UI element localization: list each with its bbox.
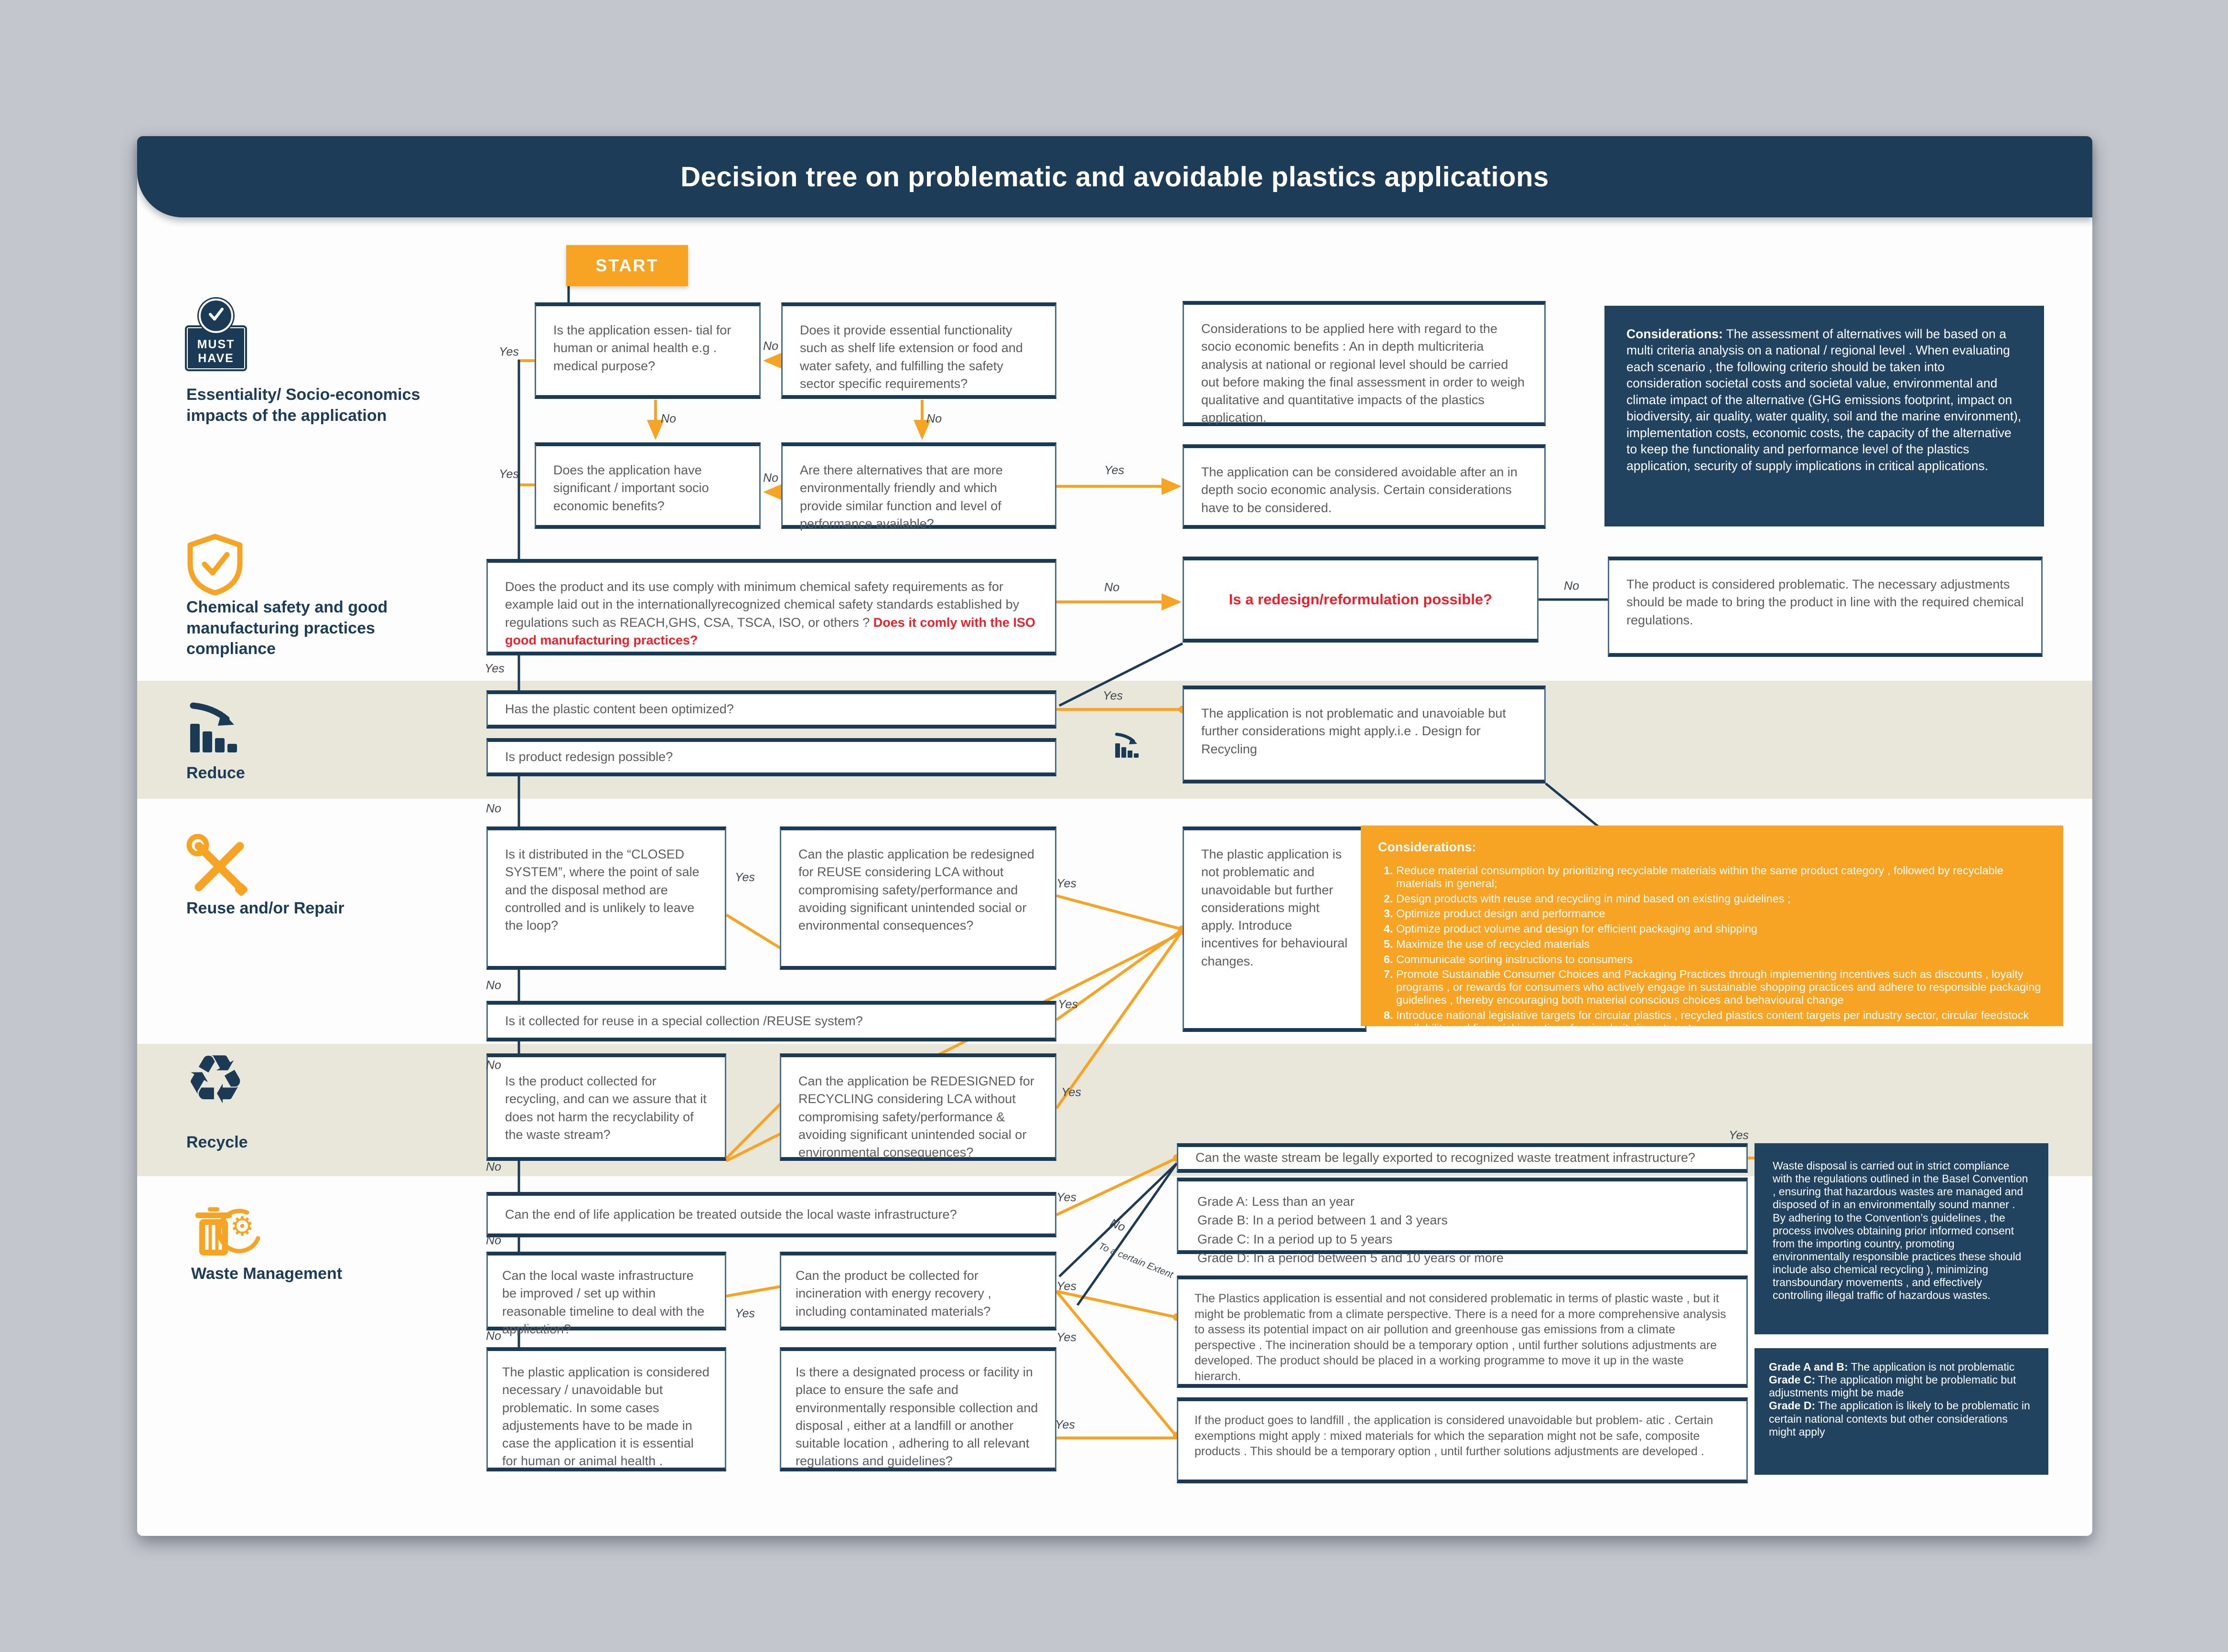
- edge-label: Yes: [499, 467, 519, 481]
- edge-label: Yes: [1056, 1279, 1076, 1293]
- edge-label: No: [486, 1058, 501, 1072]
- redesign-question-box: Is a redesign/reformulation possible?: [1183, 557, 1539, 643]
- grade-c-row: Grade C: The application might be problematic but adjustments might be made: [1769, 1373, 2016, 1399]
- section-label-reuse: Reuse and/or Repair: [186, 899, 344, 917]
- orange-considerations-panel: [1361, 826, 2063, 1034]
- edge-label: No: [1108, 1216, 1128, 1234]
- orange-consideration-item: 4. Optimize product volume and design for efficient packaging and shipping: [1396, 923, 2046, 935]
- have-label: HAVE: [198, 351, 234, 365]
- edge-label: No: [763, 339, 778, 353]
- edge-label: Yes: [1055, 1418, 1075, 1432]
- edge-label: No: [661, 412, 676, 426]
- edge-label: No: [486, 1160, 501, 1174]
- edge-label: No: [1564, 579, 1579, 593]
- collected-reuse-question-box: Is it collected for reuse in a special collection /REUSE system?: [486, 1001, 1056, 1041]
- grade-ab-row: Grade A and B: The application is not problematic: [1769, 1361, 2015, 1373]
- page-title: Decision tree on problematic and avoidable plastics applications: [680, 161, 1549, 193]
- avoidable-result-box: The application can be considered avoidable after an in depth socio economic analysis. Certain considerations have to be considered.: [1183, 444, 1546, 529]
- edge-label: Yes: [1729, 1128, 1749, 1142]
- not-problematic-result-box: The application is not problematic and unavoiable but further considerations might apply.i.e . Design for Recycling: [1183, 686, 1546, 783]
- essential-question-box: Is the application essen- tial for human or animal health e.g . medical purpose?: [535, 302, 761, 399]
- reduce-mini-icon: [1113, 731, 1142, 762]
- grade-result-panel: [1754, 1348, 2048, 1475]
- orange-consideration-item: 3. Optimize product design and performance: [1396, 907, 2046, 920]
- section-label-recycle: Recycle: [186, 1133, 248, 1151]
- waste-bin-gear-icon: [189, 1194, 265, 1268]
- section-label-essentiality: Essentiality/ Socio-economics impacts of the application: [186, 386, 420, 425]
- shield-check-icon: [186, 533, 244, 598]
- must-have-icon: [185, 299, 247, 371]
- grade-d-line: Grade D: In a period between 5 and 10 years or more: [1197, 1250, 1504, 1265]
- considerations-panel-title: Considerations:: [1626, 327, 1723, 341]
- reduce-icon: [186, 699, 244, 759]
- start-button[interactable]: START: [566, 245, 688, 286]
- grades-box: [1177, 1178, 1748, 1265]
- edge-label: No: [1104, 580, 1119, 594]
- edge-label: Yes: [1104, 463, 1124, 477]
- edge-label: No: [486, 978, 501, 992]
- edge-label: Yes: [1061, 1085, 1081, 1099]
- chemical-question-box: [486, 559, 1056, 655]
- end-of-life-question-box: Can the end of life application be treated outside the local waste infrastructure?: [486, 1192, 1056, 1237]
- edge-label: Yes: [484, 662, 505, 676]
- chemical-question-main: Does the product and its use comply with minimum chemical safety requirements as for example laid out in the internationallyrecognized chemical safety standards established by regulations such as REACH,GHS, CSA, TSCA, ISO, or others ?: [505, 579, 1020, 630]
- svg-text:⚙: ⚙: [230, 1211, 255, 1241]
- closed-system-question-box: Is it distributed in the “CLOSED SYSTEM”, where the point of sale and the disposal method are controlled and is unlikely to leave the loop?: [486, 826, 726, 970]
- grade-d-row: Grade D: The application is likely to be problematic in certain national contexts but other considerations might apply: [1769, 1399, 2030, 1438]
- edge-label: No: [763, 471, 778, 485]
- plastics-essential-result-box: The Plastics application is essential and not considered problematic in terms of plastic waste , but it might be problematic from a climate perspective. There is a need for a more comprehensive analysis to assess its potential impact on air pollution and greenhouse gas emissions from a climate perspective . The incineration should be a temporary option , until further solutions adjustments are developed. The product should be placed in a working programme to move it up in the waste hierarch.: [1177, 1276, 1748, 1388]
- orange-consideration-item: 2. Design products with reuse and recycling in mind based on existing guidelines ;: [1396, 892, 2046, 905]
- chemical-question-red: Does it comly with the ISO good manufacturing practices?: [505, 615, 1035, 647]
- problematic-result-box: The product is considered problematic. The necessary adjustments should be made to bring the product in line with the required chemical regulations.: [1608, 557, 2043, 657]
- considerations-panel-body: The assessment of alternatives will be based on a multi criteria analysis on a national / regional level . When evaluating each scenario , the following criterio should be taken into consideration societal costs and societal value, environmental and climate impact of the alternative (GHG emissions footprint, impact on biodiversity, air quality, water quality, soil and the marine environment), implementation costs, economic costs, the capacity of the alternative to keep the functionality and performance level of the plastics application, security of supply implications in critical applications.: [1626, 327, 2022, 473]
- edge-label: No: [926, 412, 942, 426]
- must-label: MUST: [197, 338, 235, 351]
- socio-considerations-box: Considerations to be applied here with regard to the socio economic benefits : An in depth multicriteria analysis at national or regional level should be carried out before making the final assessment in order to weigh qualitative and quantitative impacts of the plastics application.: [1183, 301, 1546, 426]
- edge-label: Yes: [1056, 1191, 1076, 1204]
- edge-label: No: [486, 1329, 501, 1343]
- plastic-not-problematic-result-box: The plastic application is not problematic and unavoidable but further considerations might apply. Introduce incentives for behavioural changes.: [1183, 826, 1367, 1032]
- incineration-question-box: Can the product be collected for incineration with energy recovery , including contaminated materials?: [780, 1252, 1056, 1330]
- edge-label: Yes: [735, 1307, 755, 1320]
- orange-consideration-item: 8. Introduce national legislative targets for circular plastics , recycled plastics content targets per industry sector, circular feedstock availability and financial incentives for circularity investments: [1396, 1009, 2046, 1035]
- section-label-reduce: Reduce: [186, 764, 245, 782]
- orange-consideration-item: 6. Communicate sorting instructions to consumers: [1396, 953, 2046, 966]
- section-label-waste: Waste Management: [191, 1265, 343, 1283]
- orange-considerations-list: [1378, 864, 2046, 1034]
- grade-c-line: Grade C: In a period up to 5 years: [1197, 1232, 1393, 1246]
- alternatives-question-box: Are there alternatives that are more environmentally friendly and which provide similar function and level of performance available?: [781, 442, 1056, 529]
- tools-icon: [183, 828, 254, 902]
- necessary-result-box: The plastic application is considered necessary / unavoidable but problematic. In some cases adjustements have to be made in case the application it is essential for human or animal health .: [486, 1347, 726, 1471]
- optimized-question-box: Has the plastic content been optimized?: [486, 690, 1056, 729]
- orange-consideration-item: 5. Maximize the use of recycled materials: [1396, 938, 2046, 951]
- export-question-box: Can the waste stream be legally exported to recognized waste treatment infrastructure?: [1177, 1143, 1748, 1173]
- edge-label: To a certain Extent: [1097, 1241, 1175, 1280]
- edge-label: Yes: [499, 345, 519, 359]
- orange-considerations-title: Considerations:: [1378, 840, 1476, 854]
- recycle-icon: ♻: [185, 1042, 246, 1118]
- edge-label: Yes: [1103, 689, 1123, 703]
- grade-a-line: Grade A: Less than an year: [1197, 1194, 1355, 1209]
- product-redesign-question-box: Is product redesign possible?: [486, 738, 1056, 776]
- edge-label: No: [486, 802, 501, 815]
- reuse-redesign-question-box: Can the plastic application be redesigned for REUSE considering LCA without compromising safety/performance and avoiding significant unintended social or environmental consequences?: [780, 826, 1056, 970]
- header-bar: [137, 136, 2092, 217]
- local-waste-question-box: Can the local waste infrastructure be improved / set up within reasonable timeline to deal with the application?: [486, 1252, 726, 1330]
- socio-benefits-question-box: Does the application have significant / important socio economic benefits?: [535, 442, 761, 529]
- considerations-panel: [1604, 306, 2044, 526]
- functionality-question-box: Does it provide essential functionality such as shelf life extension or food and water safety, and fulfilling the safety sector specific requirements?: [781, 302, 1056, 399]
- basel-panel: Waste disposal is carried out in strict compliance with the regulations outlined in the Basel Convention , ensuring that hazardous wastes are managed and disposed of in an environmentally sound manner . By adhering to the Convention’s guidelines , the process involves obtaining prior informed consent from the importing country, promoting environmentally responsible practices these should include also chemical recycling ), minimizing transboundary movements , and effectively controlling illegal traffic of hazardous wastes.: [1754, 1143, 2048, 1334]
- orange-consideration-item: 1. Reduce material consumption by prioritizing recyclable materials within the same product category , followed by recyclable materials in general;: [1396, 864, 2046, 890]
- edge-label: Yes: [1056, 877, 1076, 890]
- edge-label: No: [486, 1234, 501, 1247]
- edge-label: Yes: [1056, 1330, 1076, 1344]
- orange-consideration-item: 7. Promote Sustainable Consumer Choices and Packaging Practices through implementing incentives such as discounts , loyalty programs , or rewards for consumers who actively engage in sustainable shopping practices and adhere to responsible packaging guidelines , thereby encouraging both material conscious choices and behavioural change: [1396, 968, 2046, 1006]
- poster: [137, 136, 2092, 1536]
- collected-recycling-question-box: Is the product collected for recycling, and can we assure that it does not harm the recyclability of the waste stream?: [486, 1053, 726, 1161]
- landfill-result-box: If the product goes to landfill , the application is considered unavoidable but problem- atic . Certain exemptions might apply : mixed materials for which the separation might not be safe, composite products . This should be a temporary option , until further solutions adjustments are developed .: [1177, 1397, 1748, 1483]
- edge-label: Yes: [735, 870, 755, 884]
- recycling-redesign-question-box: Can the application be REDESIGNED for RECYCLING considering LCA without compromising safety/performance & avoiding significant unintended social or environmental consequences?: [780, 1053, 1056, 1161]
- designated-process-question-box: Is there a designated process or facility in place to ensure the safe and environmentally responsible collection and disposal , either at a landfill or another suitable location , adhering to all relevant regulations and guidelines?: [780, 1347, 1056, 1471]
- grade-b-line: Grade B: In a period between 1 and 3 years: [1197, 1213, 1448, 1228]
- section-label-chemical: Chemical safety and good manufacturing practices compliance: [186, 598, 388, 658]
- check-circle-icon: [199, 299, 233, 333]
- edge-label: Yes: [1058, 998, 1078, 1011]
